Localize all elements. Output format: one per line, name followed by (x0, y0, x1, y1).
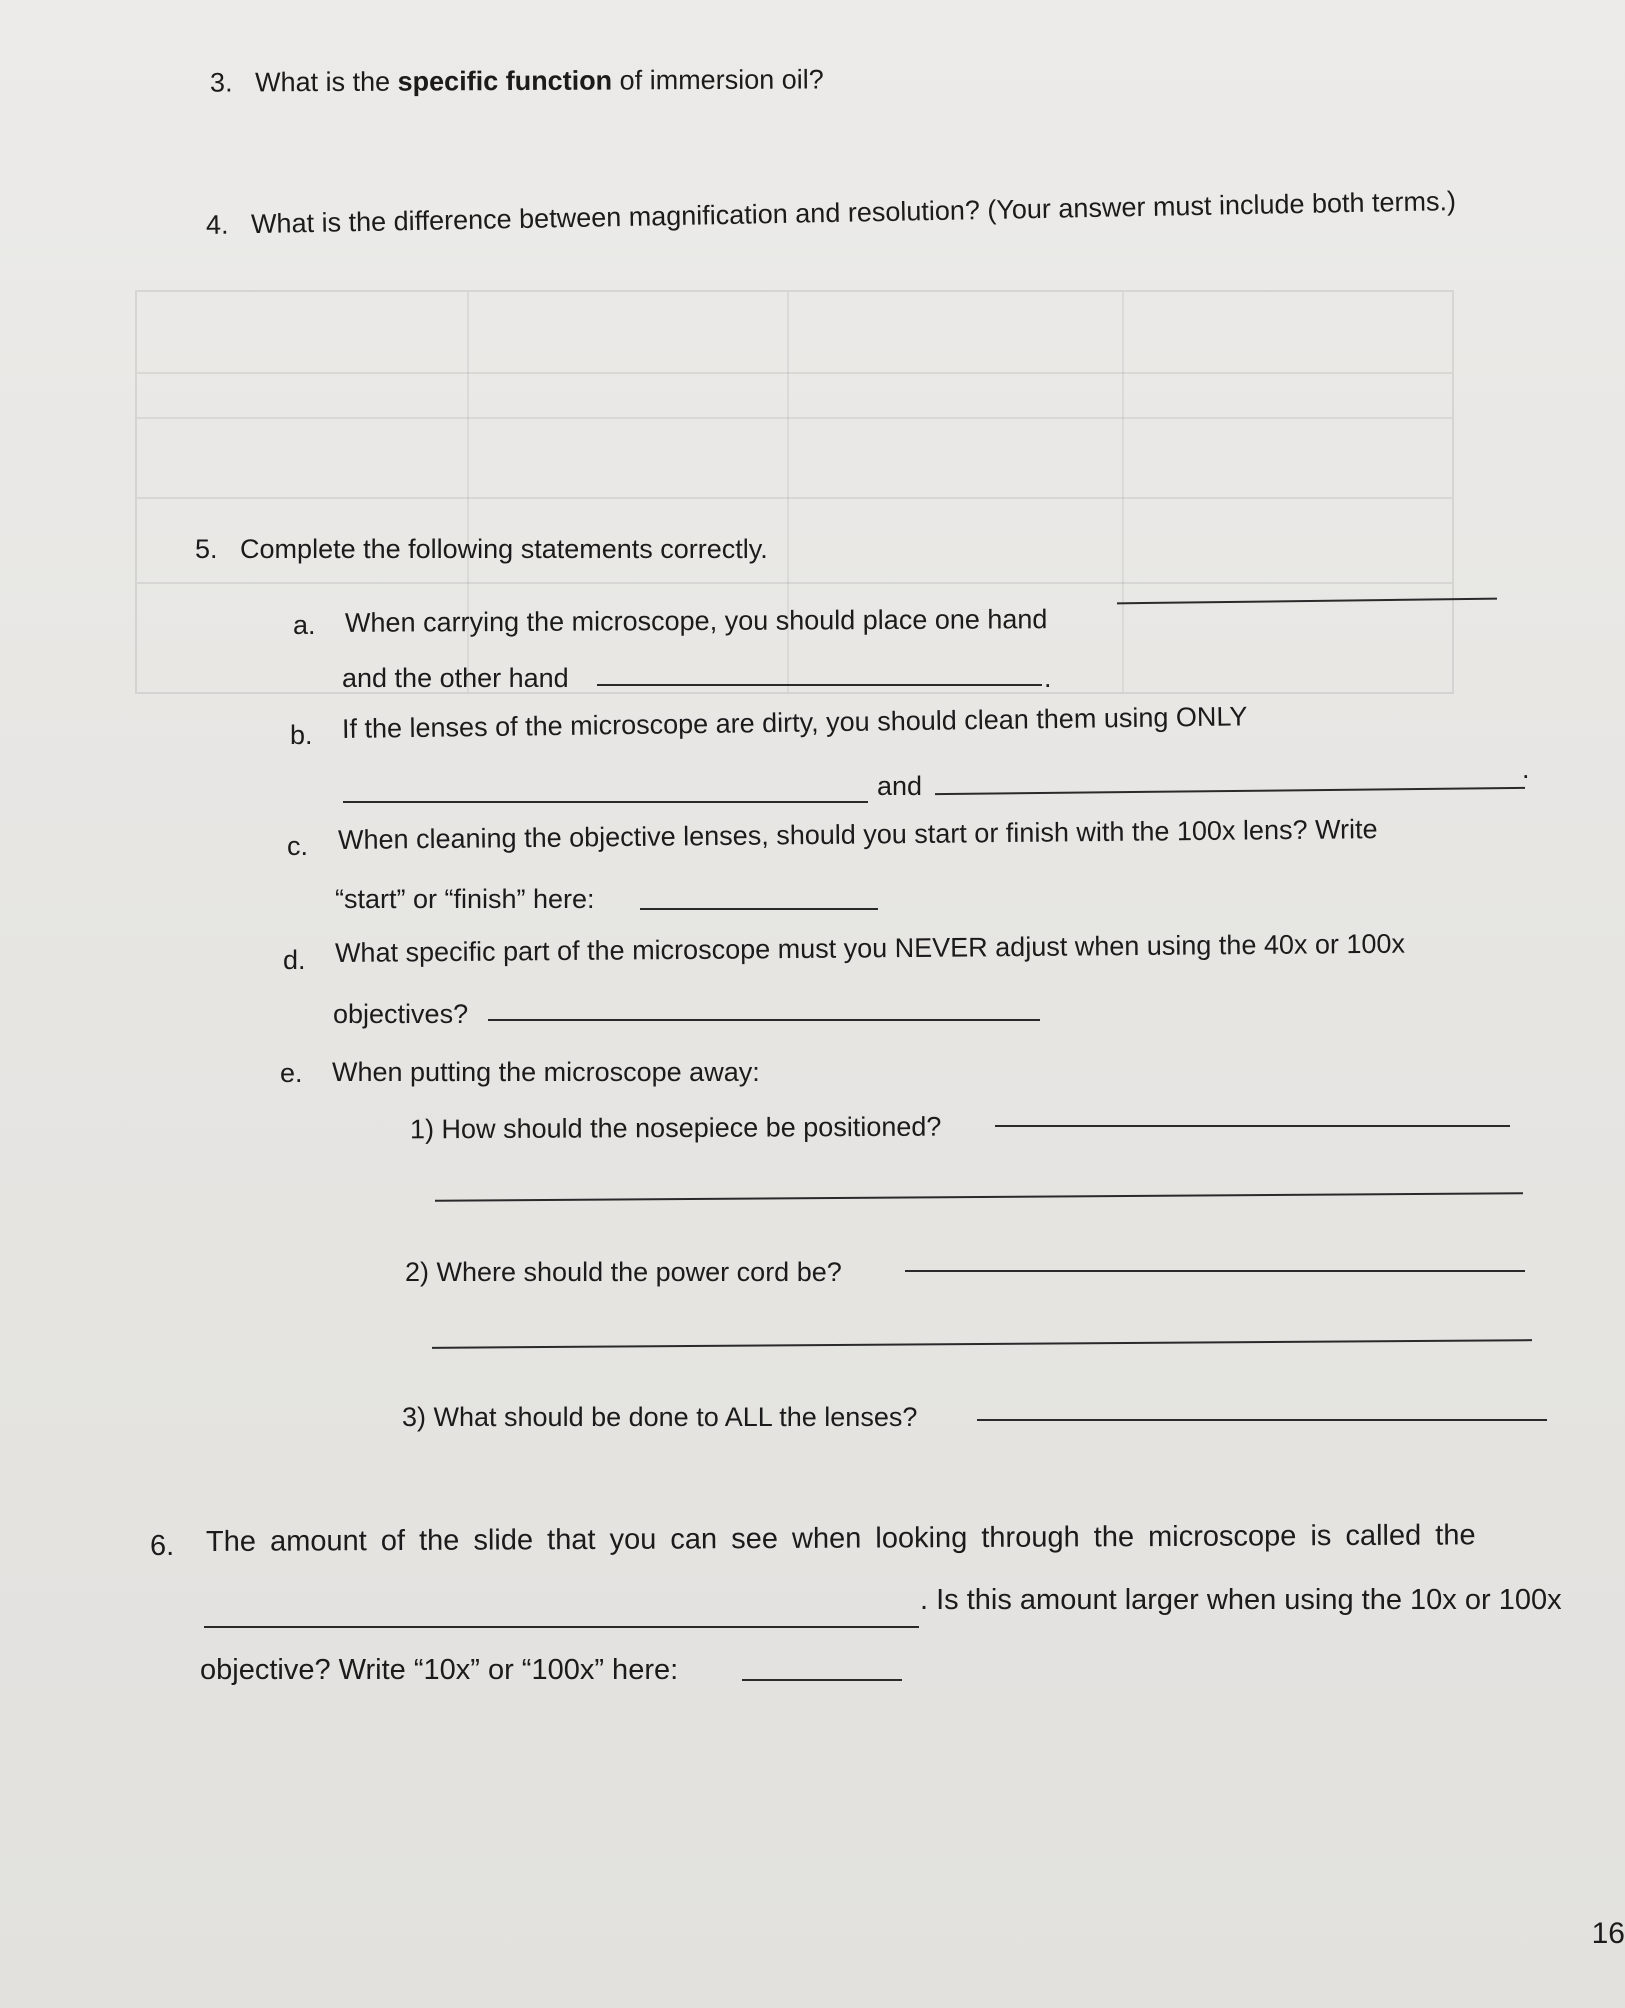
item-e3-text: 3) What should be done to ALL the lenses? (402, 1402, 918, 1432)
answer-blank-b1[interactable] (343, 801, 868, 803)
question-6-line1: The amount of the slide that you can see when looking through the microscope is called the (205, 1519, 1476, 1558)
item-b-line1: If the lenses of the microscope are dirty, you should clean them using ONLY (341, 701, 1248, 744)
answer-blank-d[interactable] (488, 1019, 1040, 1021)
question-5-text: Complete the following statements correctly. (240, 534, 768, 564)
item-a-label: a. (293, 610, 316, 640)
item-a-line2: and the other hand (342, 663, 569, 693)
question-3-text-start: What is the (254, 66, 398, 98)
item-c-line1: When cleaning the objective lenses, should you start or finish with the 100x lens? Write (337, 814, 1378, 855)
item-e-label: e. (280, 1058, 303, 1088)
question-5 (195, 536, 768, 563)
item-d-line1: What specific part of the microscope must you NEVER adjust when using the 40x or 100x (334, 928, 1406, 968)
answer-blank-e1b[interactable] (435, 1192, 1523, 1202)
item-e-text: When putting the microscope away: (332, 1057, 760, 1087)
item-b-label: b. (290, 720, 313, 750)
question-3-number: 3. (209, 67, 233, 98)
answer-blank-a2[interactable] (597, 684, 1042, 686)
question-4-text: What is the difference between magnification and resolution? (Your answer must include both terms.) (250, 186, 1457, 240)
question-4 (206, 188, 1456, 239)
answer-blank-6b[interactable] (742, 1679, 902, 1681)
item-a-period: . (1044, 663, 1052, 693)
answer-blank-e1a[interactable] (995, 1125, 1510, 1127)
item-b-and: and (877, 771, 923, 801)
answer-blank-e2b[interactable] (432, 1339, 1532, 1349)
page-number: 16 (1591, 1917, 1625, 1950)
item-c-label: c. (287, 831, 309, 861)
question-4-number: 4. (205, 209, 229, 240)
answer-blank-c[interactable] (640, 908, 878, 910)
question-6-number: 6. (150, 1530, 175, 1562)
question-3-text-end: of immersion oil? (612, 64, 824, 96)
item-d-label: d. (283, 945, 306, 975)
item-e2-text: 2) Where should the power cord be? (405, 1257, 842, 1287)
question-6-line3: objective? Write “10x” or “100x” here: (200, 1654, 679, 1686)
question-3 (210, 66, 824, 96)
item-e1-text: 1) How should the nosepiece be positioned? (409, 1111, 942, 1145)
item-d-line2: objectives? (333, 999, 469, 1029)
answer-blank-b2[interactable] (935, 787, 1525, 795)
item-b-period: . (1522, 754, 1530, 784)
item-c-line2: “start” or “finish” here: (335, 884, 595, 914)
question-5-number: 5. (195, 534, 218, 564)
question-3-emphasis: specific function (397, 65, 613, 97)
answer-blank-e2a[interactable] (905, 1270, 1525, 1272)
item-a-line1: When carrying the microscope, you should place one hand (344, 604, 1048, 638)
answer-blank-e3[interactable] (977, 1419, 1547, 1421)
answer-blank-6a[interactable] (204, 1626, 919, 1628)
question-6-line2: . Is this amount larger when using the 10x or 100x (920, 1584, 1562, 1616)
